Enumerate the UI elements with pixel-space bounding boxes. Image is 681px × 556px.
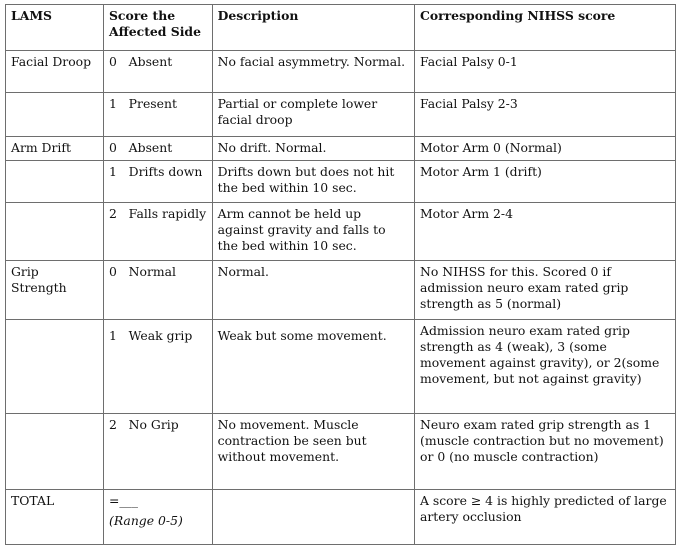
row-category xyxy=(6,414,104,490)
row-nihss: Facial Palsy 2-3 xyxy=(415,93,676,137)
row-description: No movement. Muscle contraction be seen but without movement. xyxy=(212,414,414,490)
row-nihss: Motor Arm 2-4 xyxy=(415,203,676,261)
total-description xyxy=(212,490,414,545)
total-row xyxy=(6,490,676,545)
header-nihss: Corresponding NIHSS score xyxy=(415,5,676,51)
row-description: No drift. Normal. xyxy=(212,137,414,161)
row-description: No facial asymmetry. Normal. xyxy=(212,51,414,93)
table-row xyxy=(6,137,676,161)
row-score: 2 No Grip xyxy=(103,414,212,490)
table-row xyxy=(6,261,676,320)
row-score: 2 Falls rapidly xyxy=(103,203,212,261)
row-category xyxy=(6,93,104,137)
row-nihss: Admission neuro exam rated grip strength as 4 (weak), 3 (some movement against gravity), or 2(some movement, but not against gravity) xyxy=(415,320,676,414)
table-row xyxy=(6,93,676,137)
header-description: Description xyxy=(212,5,414,51)
table-row xyxy=(6,414,676,490)
row-score: 0 Absent xyxy=(103,51,212,93)
row-score: 1 Present xyxy=(103,93,212,137)
row-description: Arm cannot be held up against gravity and falls to the bed within 10 sec. xyxy=(212,203,414,261)
table-row xyxy=(6,51,676,93)
row-score: 0 Normal xyxy=(103,261,212,320)
total-range: (Range 0-5) xyxy=(108,513,183,528)
row-description: Weak but some movement. xyxy=(212,320,414,414)
lams-table xyxy=(5,4,676,545)
header-row xyxy=(6,5,676,51)
row-category: Facial Droop xyxy=(6,51,104,93)
row-score: 0 Absent xyxy=(103,137,212,161)
row-category: Arm Drift xyxy=(6,137,104,161)
total-score xyxy=(103,490,212,545)
table-row xyxy=(6,161,676,203)
row-category: Grip Strength xyxy=(6,261,104,320)
row-category xyxy=(6,320,104,414)
header-score: Score the Affected Side xyxy=(103,5,212,51)
row-nihss: Motor Arm 0 (Normal) xyxy=(415,137,676,161)
row-nihss: Facial Palsy 0-1 xyxy=(415,51,676,93)
row-score: 1 Weak grip xyxy=(103,320,212,414)
header-lams: LAMS xyxy=(6,5,104,51)
table-row xyxy=(6,203,676,261)
total-label: TOTAL xyxy=(6,490,104,545)
row-category xyxy=(6,161,104,203)
total-score-value: =___ xyxy=(108,493,138,508)
table-row xyxy=(6,320,676,414)
row-category xyxy=(6,203,104,261)
row-nihss: Neuro exam rated grip strength as 1 (muscle contraction but no movement) or 0 (no muscle contraction) xyxy=(415,414,676,490)
row-nihss: Motor Arm 1 (drift) xyxy=(415,161,676,203)
row-description: Partial or complete lower facial droop xyxy=(212,93,414,137)
row-nihss: No NIHSS for this. Scored 0 if admission neuro exam rated grip strength as 5 (normal) xyxy=(415,261,676,320)
total-nihss: A score ≥ 4 is highly predicted of large artery occlusion xyxy=(415,490,676,545)
row-description: Normal. xyxy=(212,261,414,320)
row-description: Drifts down but does not hit the bed within 10 sec. xyxy=(212,161,414,203)
row-score: 1 Drifts down xyxy=(103,161,212,203)
